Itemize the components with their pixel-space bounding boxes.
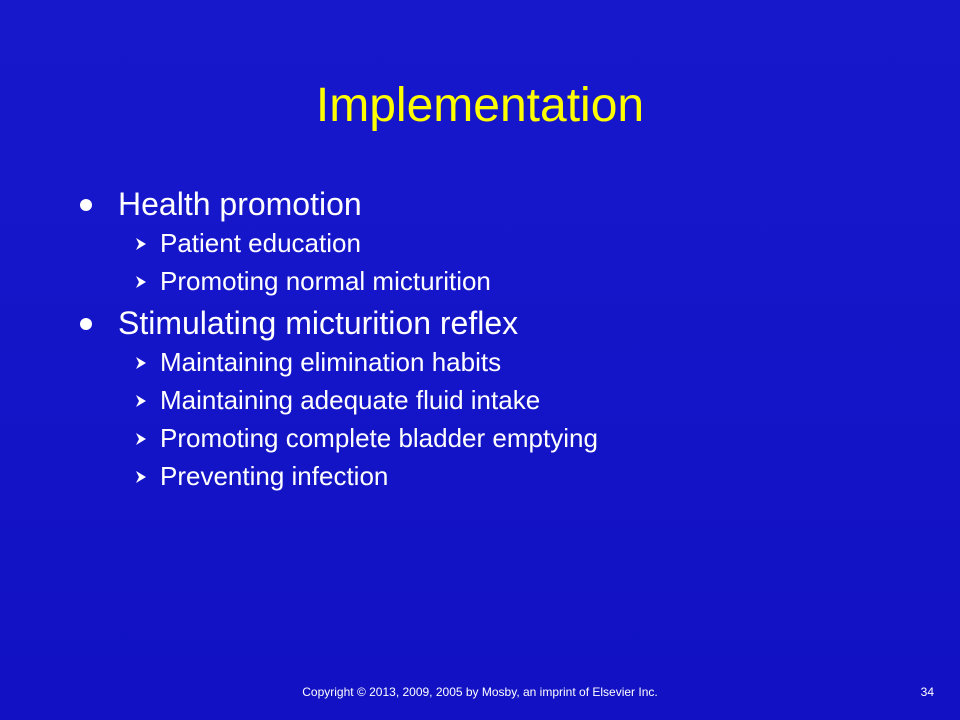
round-bullet-icon <box>80 199 92 211</box>
list-item <box>80 265 900 297</box>
section-heading-label: Stimulating micturition reflex <box>118 305 519 341</box>
bullet-list <box>80 184 900 498</box>
slide-title: Implementation <box>315 79 645 132</box>
arrowhead-bullet-icon <box>134 275 148 289</box>
list-item <box>80 422 900 454</box>
section-heading-label: Health promotion <box>118 186 362 222</box>
arrowhead-bullet-icon <box>134 394 148 408</box>
list-item <box>80 227 900 259</box>
round-bullet-icon <box>80 318 92 330</box>
list-item <box>80 460 900 492</box>
list-item-label: Patient education <box>160 228 361 258</box>
list-item-label: Promoting complete bladder emptying <box>160 423 598 453</box>
arrowhead-bullet-icon <box>134 432 148 446</box>
copyright-footer: Copyright © 2013, 2009, 2005 by Mosby, an imprint of Elsevier Inc. <box>302 685 658 699</box>
arrowhead-bullet-icon <box>134 237 148 251</box>
list-item-label: Preventing infection <box>160 461 389 491</box>
list-item-label: Maintaining elimination habits <box>160 347 502 377</box>
list-item <box>80 346 900 378</box>
section-heading-stimulating-micturition-reflex <box>80 303 900 343</box>
page-number: 34 <box>920 685 934 699</box>
list-item <box>80 384 900 416</box>
list-item-label: Maintaining adequate fluid intake <box>160 385 541 415</box>
arrowhead-bullet-icon <box>134 356 148 370</box>
section-heading-health-promotion <box>80 184 900 224</box>
arrowhead-bullet-icon <box>134 470 148 484</box>
list-item-label: Promoting normal micturition <box>160 266 491 296</box>
